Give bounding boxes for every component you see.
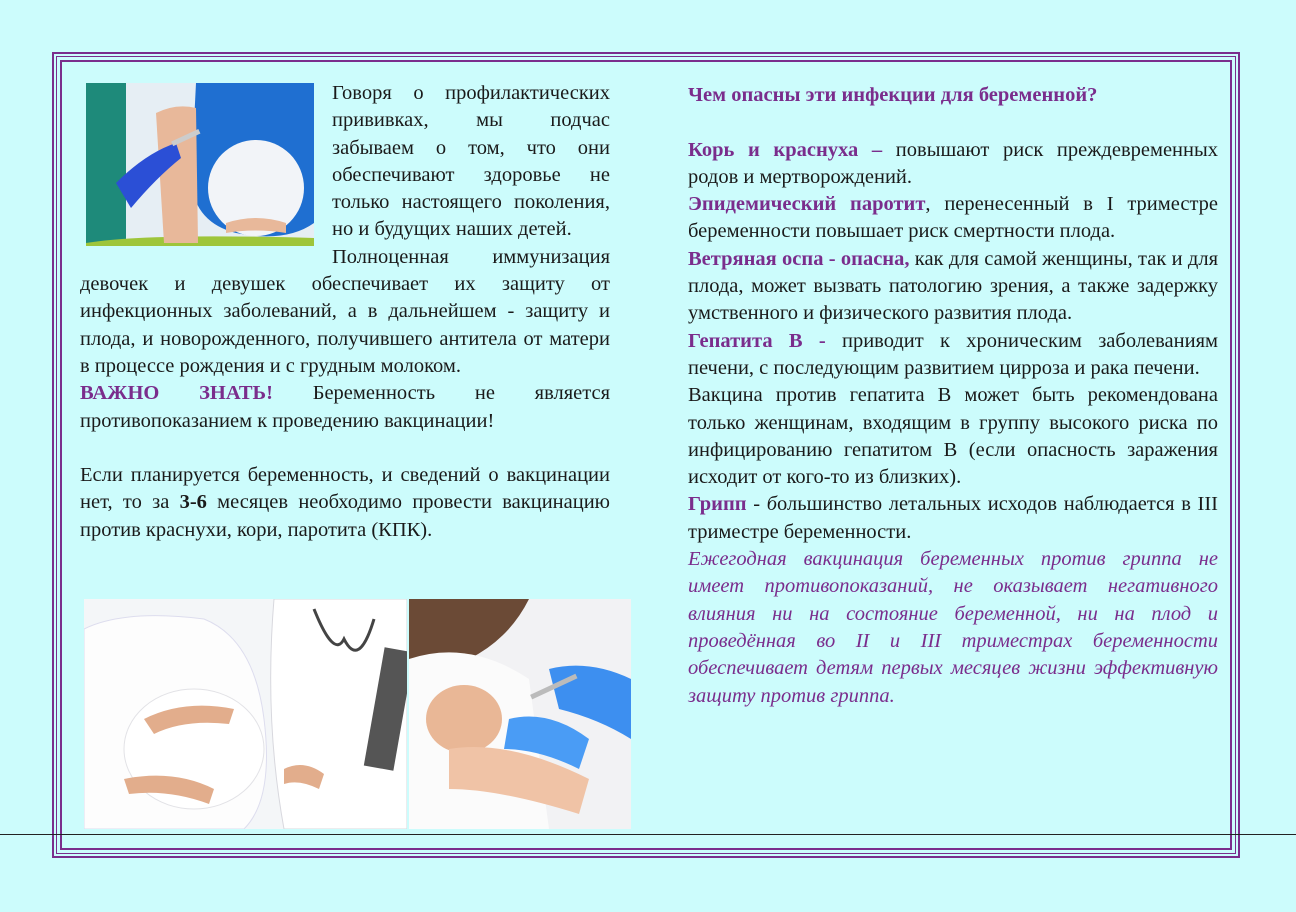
chickenpox-label: Ветряная оспа - опасна, [688, 247, 910, 270]
planning-months: 3-6 [179, 491, 207, 514]
hepatitis-label: Гепатита В - [688, 329, 826, 352]
dangers-heading: Чем опасны эти инфекции для беременной? [688, 84, 1098, 106]
right-column [688, 80, 1218, 710]
doctor-pregnant-photo [84, 599, 407, 829]
flu-dash: - [746, 493, 767, 516]
measles-paragraph [688, 137, 1218, 192]
important-paragraph [80, 380, 610, 435]
important-text: Беременность не является противопоказанием к проведению вакцинации! [80, 382, 611, 432]
intro-text: Говоря о профилактических прививках, мы подчас забываем о том, что они обеспечивают здоровье не только настоящего поколения, но и будущих наших детей. [332, 82, 610, 241]
immunization-paragraph: Полноценная иммунизация девочек и девушек обеспечивает их защиту от инфекционных заболеваний, а в дальнейшем - защиту и плода, и новорожденного, получившего антитела от матери в процессе рождения и с грудным молоком. [80, 245, 610, 377]
hepatitis-vaccine-paragraph: Вакцина против гепатита В может быть рекомендована только женщинам, входящим в группу высокого риска по инфицированию гепатитом В (если опасность заражения исходит от кого-то из близких). [688, 384, 1218, 489]
flu-first-letter: б [766, 493, 778, 516]
vaccination-pregnant-photo [86, 83, 314, 246]
planning-text-end: месяцев необходимо провести вакцинацию против краснухи, кори, паротита (КПК). [80, 491, 610, 541]
measles-text: повышают риск преждевременных родов и мертворождений. [688, 138, 1219, 188]
chickenpox-paragraph [688, 246, 1218, 328]
flu-vaccination-note: Ежегодная вакцинация беременных против гриппа не имеет противопоказаний, не оказывает негативного влияния ни на состояние беременной, ни на плод и проведённая во II и III триместрах беременности обеспечивает детям первых месяцев жизни эффективную защиту против гриппа. [688, 548, 1218, 707]
hepatitis-paragraph [688, 328, 1218, 383]
mumps-text: , перенесенный в I триместре беременности повышает риск смертности плода. [688, 193, 1219, 243]
fold-line [0, 834, 1296, 835]
mumps-label: Эпидемический паротит [688, 193, 926, 216]
flu-label: Грипп [688, 493, 747, 516]
flu-paragraph [688, 491, 1218, 546]
measles-label: Корь и краснуха – [688, 138, 883, 161]
chickenpox-text: как для самой женщины, так и для плода, может вызвать патологию зрения, а также задержку умственного и физического развития плода. [688, 247, 1218, 325]
mumps-paragraph [688, 191, 1218, 246]
important-label: ВАЖНО ЗНАТЬ! [80, 382, 273, 405]
flu-text: ольшинство летальных исходов наблюдается в III триместре беременности. [688, 493, 1219, 543]
planning-text-start: Если планируется беременность, и сведений о вакцинации нет, то за [80, 464, 610, 514]
left-column [80, 80, 610, 544]
hepatitis-text: приводит к хроническим заболеваниям печени, с последующим развитием цирроза и рака печени. [688, 329, 1218, 379]
planning-paragraph [80, 462, 610, 544]
baby-vaccination-photo [409, 599, 631, 829]
